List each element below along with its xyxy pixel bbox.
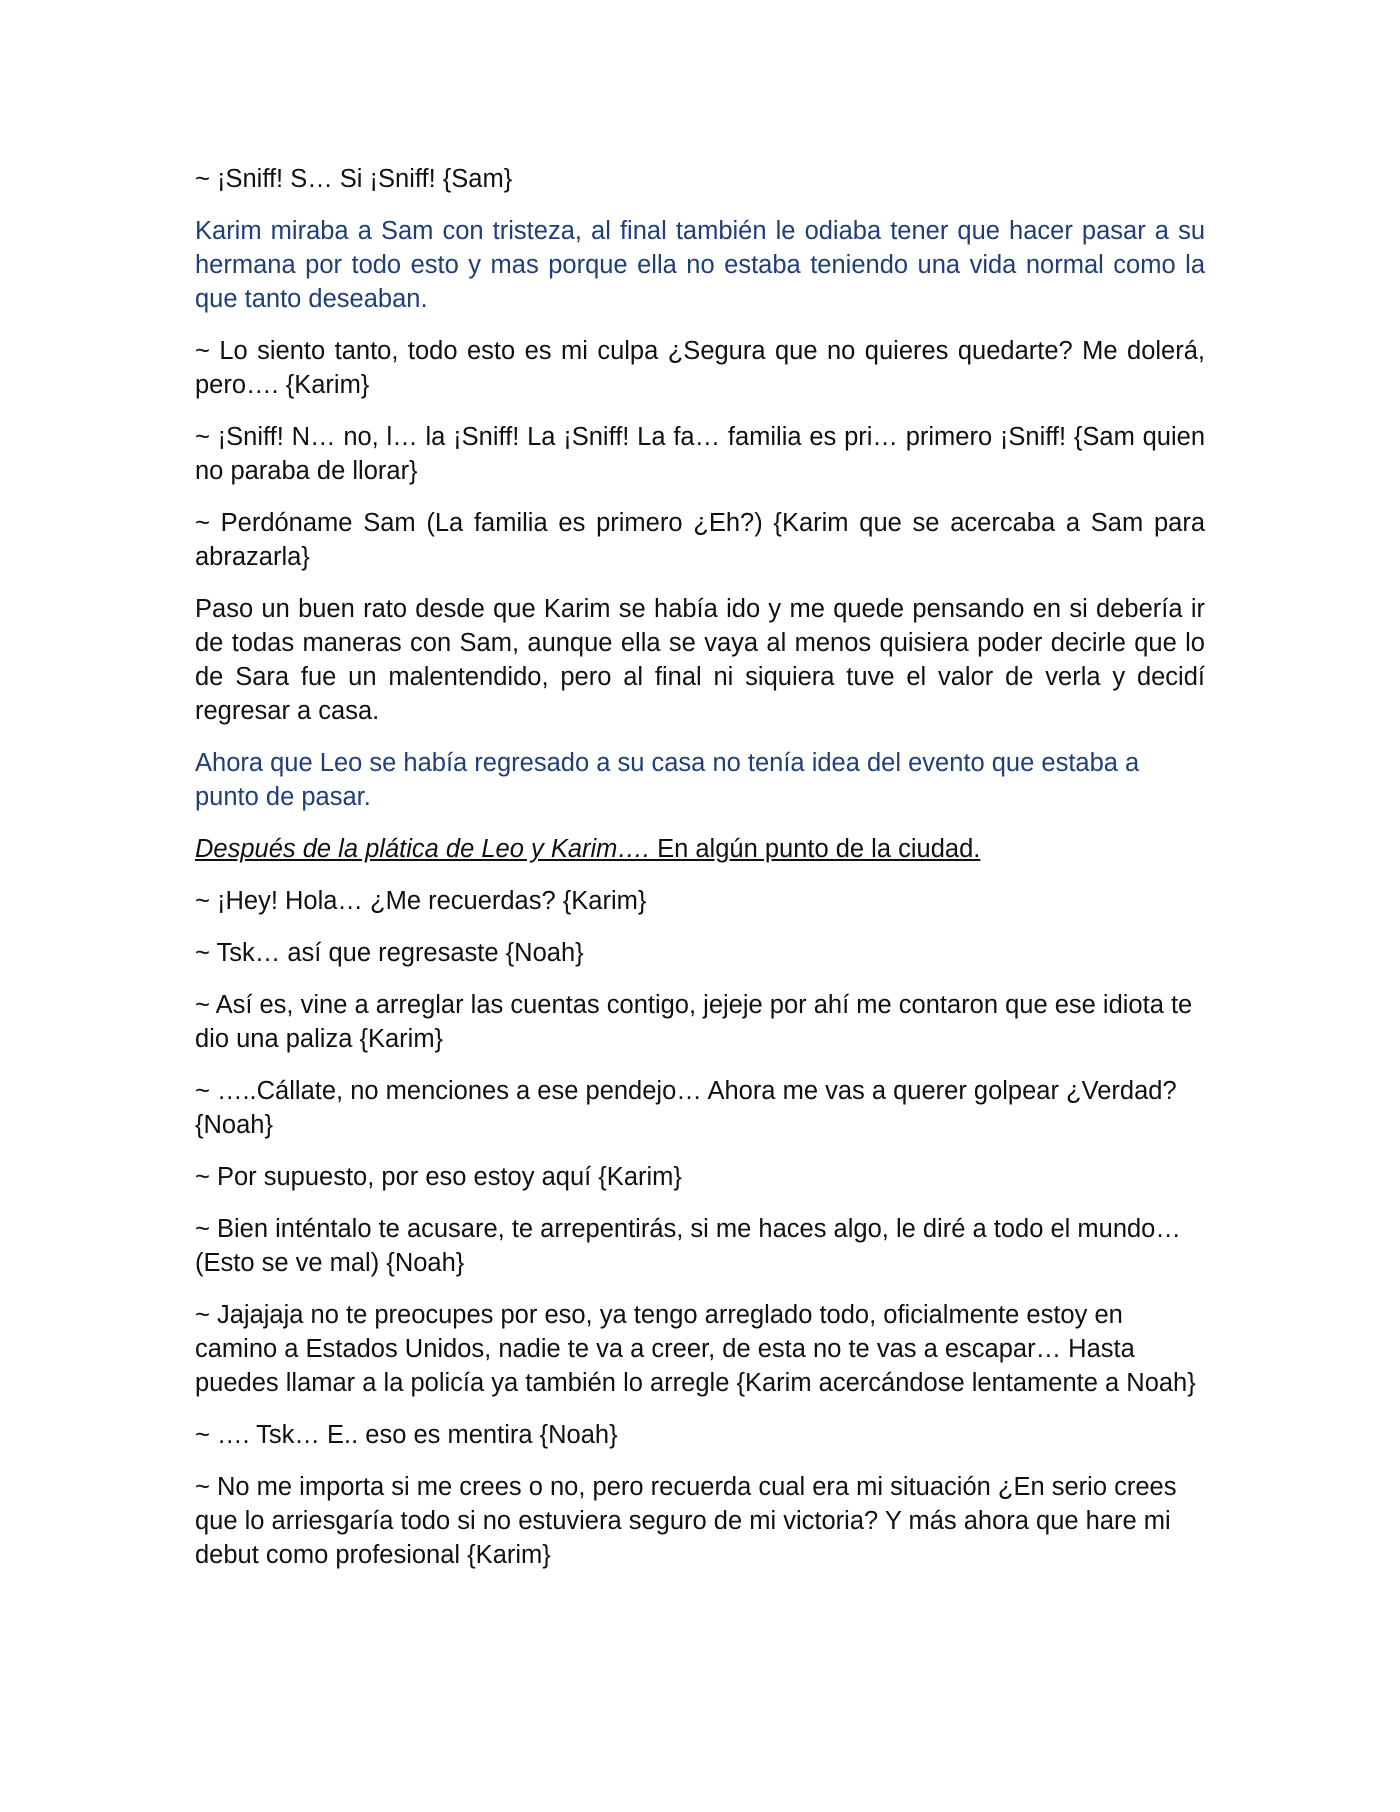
dialogue-line: ~ Bien inténtalo te acusare, te arrepentirás, si me haces algo, le diré a todo el mundo… (Esto se ve mal) {Noah} (195, 1215, 1181, 1277)
scene-heading-location: En algún punto de la ciudad. (650, 835, 981, 863)
dialogue-line: ~ ¡Sniff! S… Si ¡Sniff! {Sam} (195, 165, 513, 193)
dialogue-line: ~ Jajajaja no te preocupes por eso, ya tengo arreglado todo, oficialmente estoy en camino a Estados Unidos, nadie te va a creer, de esta no te vas a escapar… Hasta puedes llamar a la policía ya también lo arregle {Karim acercándose lentamente a Noah} (195, 1301, 1196, 1397)
narration-paragraph: Ahora que Leo se había regresado a su casa no tenía idea del evento que estaba a punto de pasar. (195, 749, 1140, 811)
scene-heading-italic: Después de la plática de Leo y Karim…. (195, 835, 650, 863)
dialogue-line: ~ …..Cállate, no menciones a ese pendejo… Ahora me vas a querer golpear ¿Verdad? {Noah} (195, 1077, 1177, 1139)
dialogue-line: ~ No me importa si me crees o no, pero recuerda cual era mi situación ¿En serio crees que lo arriesgaría todo si no estuviera seguro de mi victoria? Y más ahora que hare mi debut como profesional {Karim} (195, 1473, 1177, 1569)
dialogue-line: ~ ¡Hey! Hola… ¿Me recuerdas? {Karim} (195, 887, 647, 915)
dialogue-line: ~ ¡Sniff! N… no, l… la ¡Sniff! La ¡Sniff! La fa… familia es pri… primero ¡Sniff! {Sam quien no paraba de llorar} (195, 423, 1205, 485)
dialogue-line: ~ Lo siento tanto, todo esto es mi culpa ¿Segura que no quieres quedarte? Me dolerá, pero…. {Karim} (195, 337, 1205, 399)
dialogue-line: ~ Perdóname Sam (La familia es primero ¿Eh?) {Karim que se acercaba a Sam para abrazarla} (195, 509, 1205, 571)
dialogue-line: ~ …. Tsk… E.. eso es mentira {Noah} (195, 1421, 618, 1449)
dialogue-line: ~ Tsk… así que regresaste {Noah} (195, 939, 584, 967)
narration-paragraph: Paso un buen rato desde que Karim se había ido y me quede pensando en si debería ir de todas maneras con Sam, aunque ella se vaya al menos quisiera poder decirle que lo de Sara fue un malentendido, pero al final ni siquiera tuve el valor de verla y decidí regresar a casa. (195, 595, 1205, 725)
document-page (195, 162, 1205, 1590)
scene-heading (195, 832, 1205, 866)
dialogue-line: ~ Por supuesto, por eso estoy aquí {Karim} (195, 1163, 682, 1191)
dialogue-line: ~ Así es, vine a arreglar las cuentas contigo, jejeje por ahí me contaron que ese idiota te dio una paliza {Karim} (195, 991, 1193, 1053)
narration-paragraph: Karim miraba a Sam con tristeza, al final también le odiaba tener que hacer pasar a su hermana por todo esto y mas porque ella no estaba teniendo una vida normal como la que tanto deseaban. (195, 217, 1205, 313)
